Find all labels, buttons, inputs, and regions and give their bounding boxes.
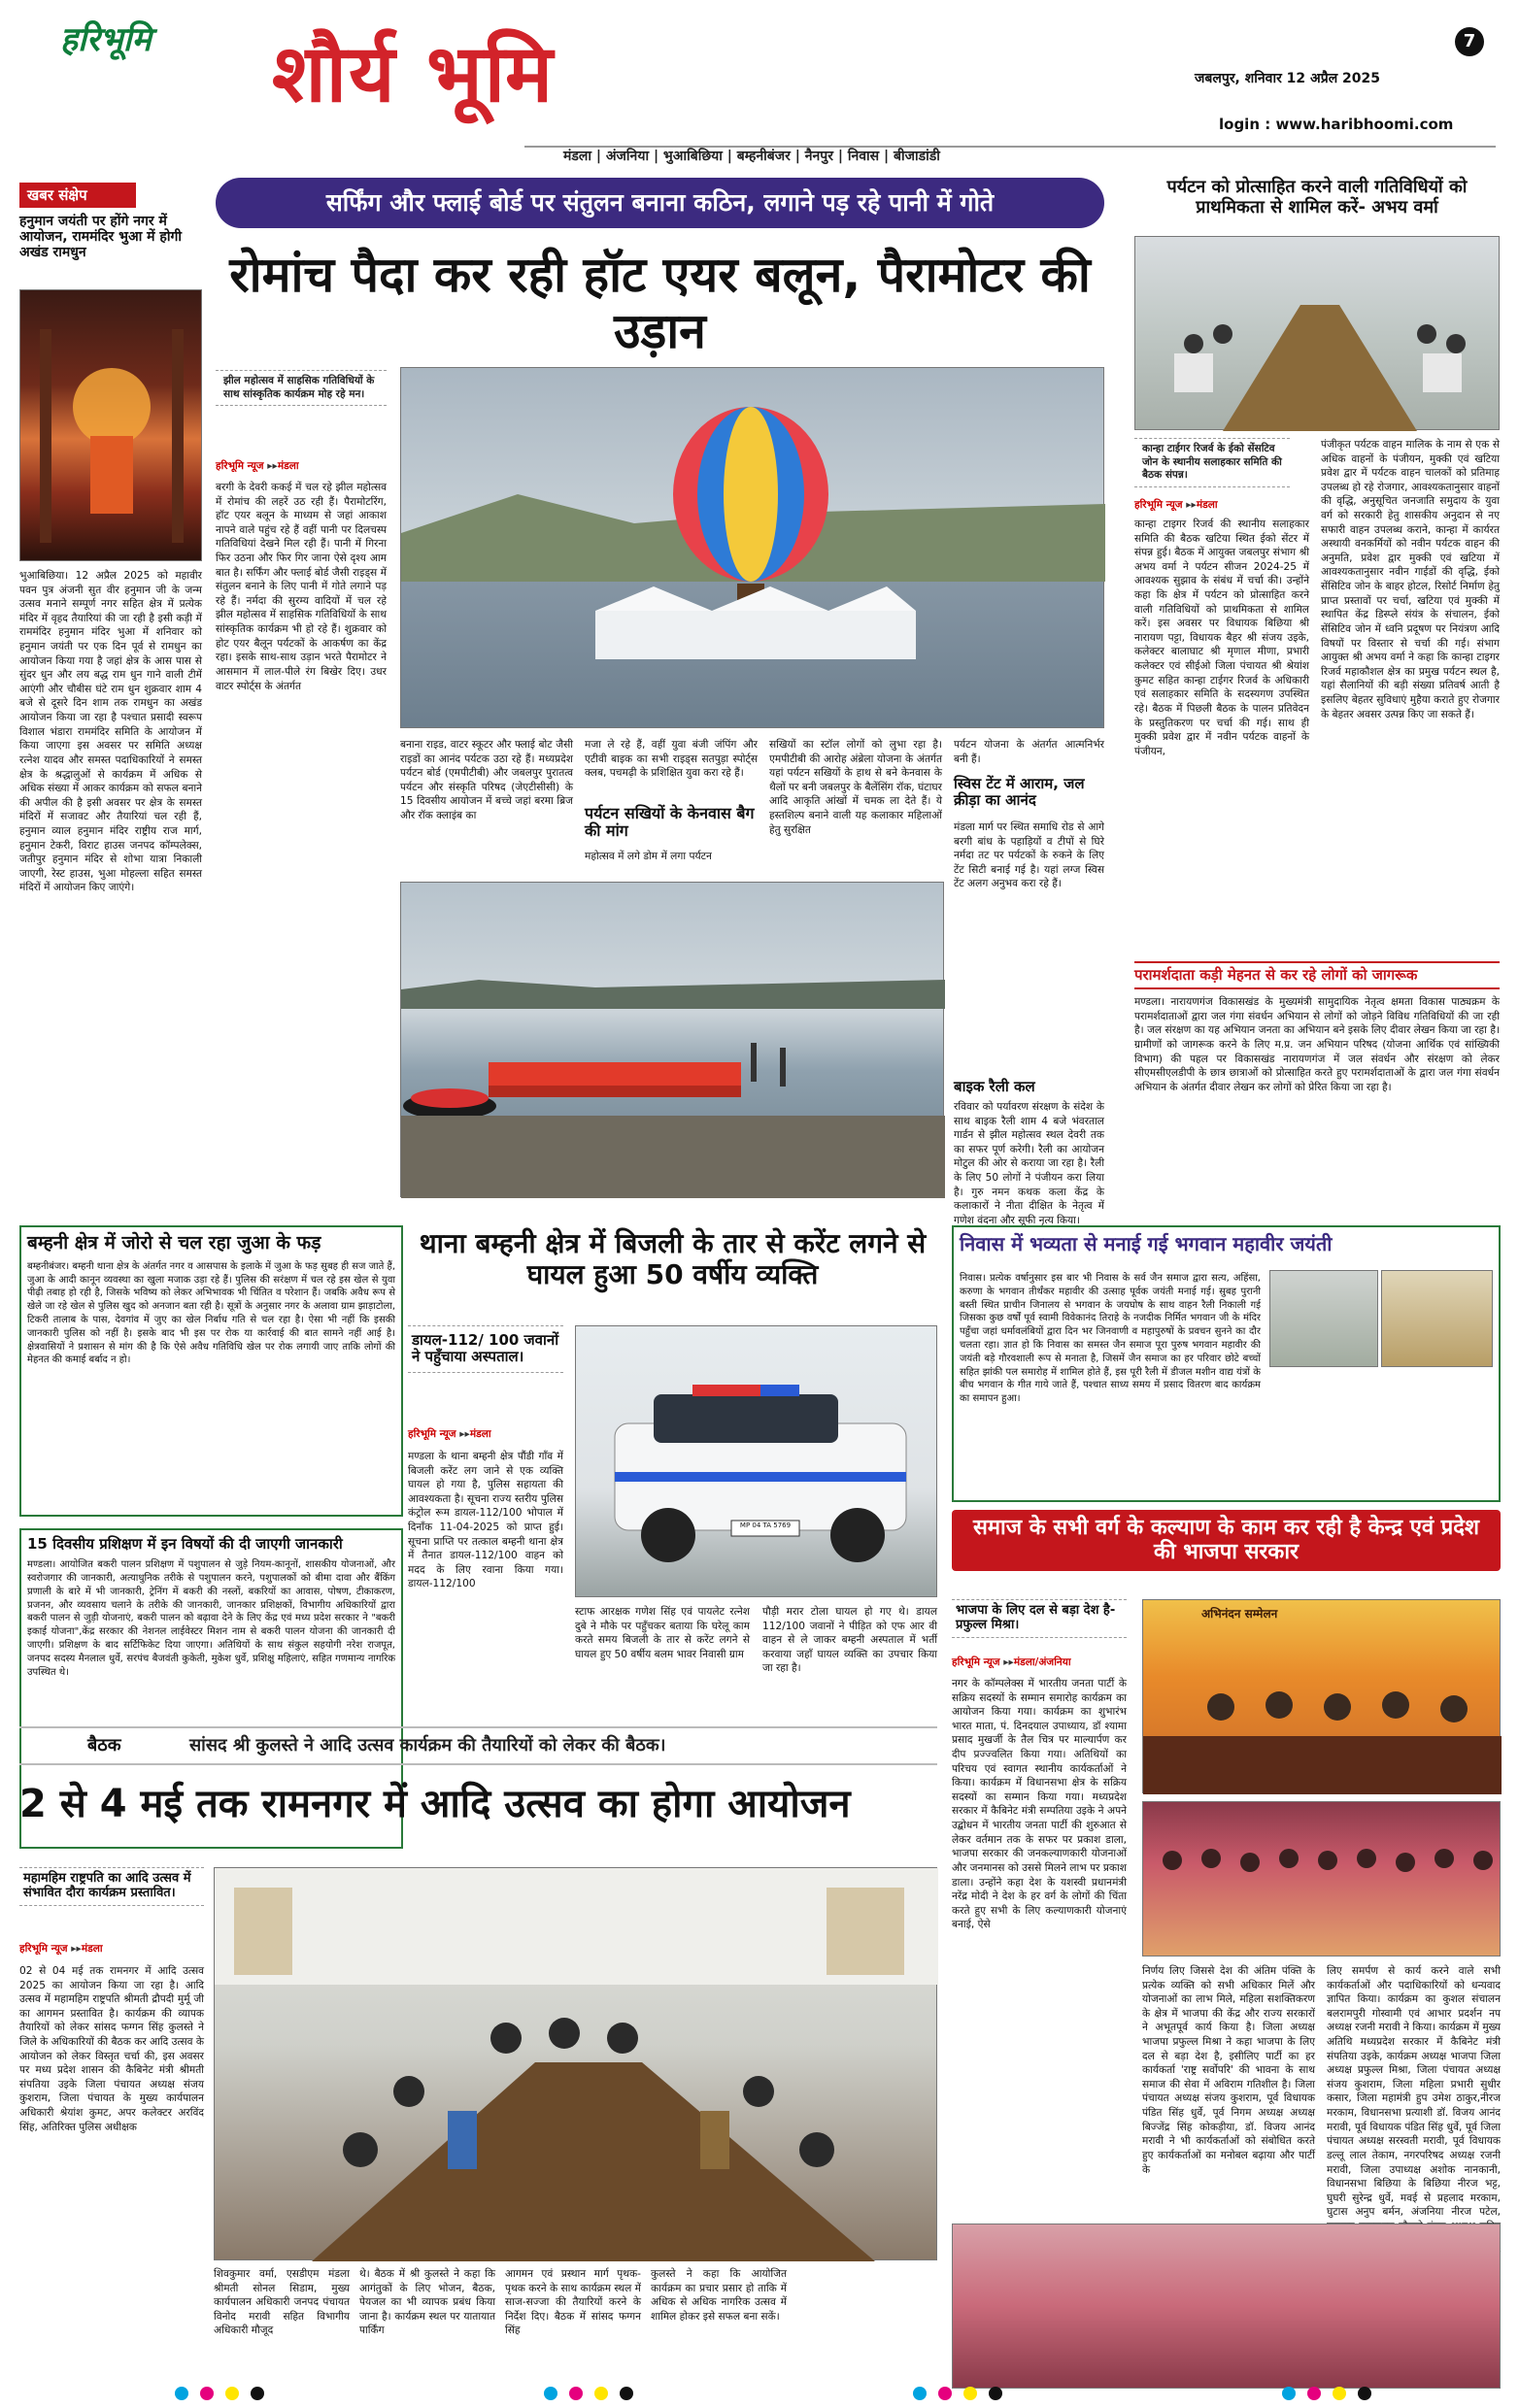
lead-col2: बनाना राइड, वाटर स्कूटर और फ्लाई बोट जैसी राइडों का आनंद पर्यटक उठा रहे हैं। मध्यप्रदेश पर्यटन बोर्ड (एमपीटीबी) और जबलपुर पुरातत्व पर्यटन और संस्कृति परिषद (जेएटीसीसी) के 15 दिवसीय आयोजन में बच्चे जहां बरमा ब्रिज और रॉक क्लाइंब का bbox=[400, 739, 573, 822]
byline-brand: हरिभूमि न्यूज bbox=[19, 1943, 68, 1955]
reg-dot bbox=[544, 2387, 557, 2400]
meeting-photo bbox=[1134, 236, 1500, 430]
bjp-highlight bbox=[952, 1599, 1127, 1638]
bjp-audience-photo bbox=[1142, 1801, 1501, 1956]
lead-col3: मजा ले रहे हैं, वहीं युवा बंजी जंपिंग और एटीवी बाइक का सभी राइड्स सतपुड़ा स्पोर्ट्स क्लब, पचमढ़ी के प्रशिक्षित युवा करा रहे हैं। bbox=[585, 739, 758, 780]
page-number: 7 bbox=[1455, 27, 1484, 56]
lead-col4: सखियों का स्टॉल लोगों को लुभा रहा है। एमपीटीबी की आरोह अंब्रेला योजना के अंतर्गत यहां पर्यटन सखियों के हाथ से बने केनवास के थैलों पर बनी जबलपुर के बैलेंसिंग रॉक, घंटाघर आदि आकृति आंखों में चमक ला देते हैं। ये हस्तशिल्प बनाने वाली यह कलाकार महिलाओं हेतु सुरक्षित bbox=[769, 739, 942, 836]
temple-idol-graphic bbox=[20, 290, 203, 562]
lead-col3b: महोत्सव में लगे डोम में लगा पर्यटन bbox=[585, 851, 712, 862]
electric-col1: मण्डला के थाना बम्हनी क्षेत्र पौंडी गाँव में बिजली करेंट लग जाने से एक व्यक्ति घायल हो गया है, पुलिस सहायता की आवश्यकता है। सूचना राज्य स्तरीय पुलिस कंट्रोल रूम डायल-112/100 भोपाल में दिनाँक 11-04-2025 को प्राप्त हुई। सूचना प्राप्ति पर तत्काल बम्हनी थाना क्षेत्र में तैनात डायल-112/100 वाहन को मदद के लिए रवाना किया गया। डायल-112/100 bbox=[408, 1451, 563, 1590]
lead-headline: रोमांच पैदा कर रही हॉट एयर बलून, पैरामोटर की उड़ान bbox=[229, 247, 1091, 359]
reg-dot bbox=[175, 2387, 188, 2400]
bjp-story bbox=[952, 1510, 1501, 2389]
bjp-crowd-photo bbox=[952, 2224, 1501, 2389]
baithak-text: सांसद श्री कुलस्ते ने आदि उत्सव कार्यक्रम की तैयारियों को लेकर की बैठक। bbox=[189, 1735, 666, 1756]
baithak-label: बैठक bbox=[87, 1735, 121, 1756]
bjp-stage-banner: अभिनंदन सम्मेलन bbox=[1201, 1607, 1278, 1621]
electric-highlight bbox=[408, 1325, 563, 1373]
adi-headline: 2 से 4 मई तक रामनगर में आदि उत्सव का होगा आयोजन bbox=[19, 1782, 851, 1826]
reg-dot bbox=[251, 2387, 264, 2400]
mahavir-box bbox=[952, 1225, 1501, 1502]
mahavir-body: निवास। प्रत्येक वर्षानुसार इस बार भी निवास के सर्व जैन समाज द्वारा सत्य, अहिंसा, करुणा के भगवान तीर्थंकर महावीर की उत्साह पूर्वक जयंती मनाई गई। सुबह पुरानी बस्ती स्थित प्राचीन जिनालय से भगवान के जयघोष के साथ वाहन रैली निकाली गई जिसका कुछ वर्षों पूर्व स्वामी विवेकानंद तिराहे के नजदीक निर्मित भगवान जी के मंदिर पहुँचा जहां धर्मावलंबियों द्वारा दिन भर जिनवाणी व महापुरुषों के प्रवचन सुनने का दौर चलता रहा। ज्ञात हो कि निवास का समस्त जैन समाज पूरा पुरुष भगवान महावीर की जयंती बड़े गौरवशाली रूप से मनाता है, जिसमें जैन समाज का हर परिवार छोटे बच्चों सहित झांकी पल समारोह में शामिल होते हैं, इस पूरी रैली में डीजल मशीन वाद्य यंत्रों के बीच भगवान के गीत गाये जाते हैं, पश्चात साध्य समय में प्रसाद वितरण बाद कार्यक्रम का समापन हुआ। bbox=[960, 1273, 1261, 1405]
balloon-graphic bbox=[401, 368, 1105, 729]
byline-place: मंडला bbox=[81, 1943, 103, 1955]
masthead bbox=[0, 0, 1519, 164]
byline-brand: हरिभूमि न्यूज bbox=[408, 1428, 456, 1440]
bjp-highlight-text: भाजपा के लिए दल से बड़ा देश है-प्रफुल्ल मिश्रा। bbox=[952, 1599, 1127, 1638]
bjp-stage-photo bbox=[1142, 1599, 1501, 1793]
reg-dot bbox=[620, 2387, 633, 2400]
adi-byline: हरिभूमि न्यूज ▸▸मंडला bbox=[19, 1943, 103, 1955]
reg-dot bbox=[200, 2387, 214, 2400]
tourism-headline: पर्यटन को प्रोत्साहित करने वाली गतिविधियों को प्राथमिकता से शामिल करें- अभय वर्मा bbox=[1166, 177, 1468, 217]
reg-dot bbox=[938, 2387, 952, 2400]
reg-dot bbox=[1358, 2387, 1371, 2400]
lead-highlight bbox=[216, 370, 387, 406]
bjp-headline: समाज के सभी वर्ग के कल्याण के काम कर रही है केन्द्र एवं प्रदेश की भाजपा सरकार bbox=[952, 1510, 1501, 1571]
byline-place: मंडला/अंजनिया bbox=[1013, 1656, 1071, 1668]
awareness-body: मण्डला। नारायणगंज विकासखंड के मुख्यमंत्री सामुदायिक नेतृत्व क्षमता विकास पाठ्यक्रम के परामर्शदाताओं द्वारा जल गंगा संवर्धन अभियान से लोगों को जोड़ने विविध गतिविधियों की जा रही है। जल संरक्षण का यह अभियान जनता का अभियान बने इसके लिए दीवार लेखन किया जा रहा है। ग्रामीणों को जागरूक करने के लिए म.प्र. जन अभियान परिषद (योजना आर्थिक एवं सांख्यिकी विभाग) की पहल पर विकासखंड नारायणगंज में जल संवर्धन और संरक्षण को लेकर सीएमसीएलडीपी के छात्र छात्राओं को प्रोत्साहित करते हुए परामर्शदाताओं के द्वारा जल गंगा संवर्धन अभियान के अंतर्गत दीवार लेखन कर लोगों को प्रेरित किया जा रहा है। bbox=[1134, 996, 1500, 1093]
training-headline: 15 दिवसीय प्रशिक्षण में इन विषयों की दी जाएगी जानकारी bbox=[27, 1535, 343, 1553]
jetski-graphic bbox=[401, 883, 945, 1198]
temple-photo bbox=[19, 289, 202, 561]
lead-col1: बरगी के देवरी ककई में चल रहे झील महोत्सव में रोमांच की लहरें उठ रही हैं। पैरामोटरिंग, हॉट एयर बलून के माध्यम से जहां आकाश नापने वाले पहुंच रहे हैं वहीं पानी पर दिलचस्प गतिविधियां देखने मिल रही हैं। पानी में गिरना फिर उठना और फिर गिर जाना ऐसे दृश्य आम बात है। सर्फिंग और फ्लाई बोर्ड जैसी राइड्स में संतुलन बनाने के लिए पानी में गोते लगाने पड़ रहे हैं। नर्मदा की सुरम्य वादियों में चल रहे झील महोत्सव में साहसिक गतिविधियों के साथ सांस्कृतिक कार्यक्रम भी हो रहे हैं। शुक्रवार को होट एयर बैलून पर्यटकों के आकर्षण का केंद्र रहा। इसके साथ-साथ उड़ान भरते पैरामोटर ने आसमान में लाल-पीले रंग बिखेर दिए। उधर वाटर स्पोर्ट्स के अंतर्गत bbox=[216, 482, 387, 692]
electric-headline: थाना बम्हनी क्षेत्र में बिजली के तार से करेंट लगने से घायल हुआ 50 वर्षीय व्यक्ति bbox=[419, 1227, 927, 1291]
brief-label: खबर संक्षेप bbox=[19, 183, 136, 208]
bjp-col1: नगर के कॉम्पलेक्स में भारतीय जनता पार्टी के सक्रिय सदस्यों के सम्मान समारोह कार्यक्रम का आयोजन किया गया। कार्यक्रम का शुभारंभ भारत माता, पं. दिनदयाल उपाध्याय, डॉ श्यामा प्रसाद मुखर्जी के तैल चित्र पर माल्यार्पण कर दीप प्रज्ज्वलित किया गया। अतिथियों का परिचय एवं स्वागत स्थानीय कार्यकर्ताओं ने किया। कार्यक्रम में विधानसभा क्षेत्र के सक्रिय सदस्यों का सम्मान किया गया। मध्यप्रदेश सरकार में कैबिनेट मंत्री सम्पतिया उइके ने अपने उद्बोधन में भारतीय जनता पार्टी की शुरुआत से लेकर वर्तमान तक के सफर पर प्रकाश डाला, भाजपा सरकार की जनकल्याणकारी योजनाओं और जनमानस को उससे मिलने लाभ पर प्रकाश डाला। उन्होंने कहा देश के यशस्वी प्रधानमंत्री नरेंद्र मोदी ने देश के हर वर्ग के लोगों की चिंता करते हुए सभी के लिए कल्याणकारी योजनाएं बनाई, ऐसे bbox=[952, 1678, 1127, 1931]
lead-sub2: स्विस टेंट में आराम, जल क्रीड़ा का आनंद bbox=[954, 775, 1085, 810]
byline-brand: हरिभूमि न्यूज bbox=[216, 460, 264, 472]
adi-story bbox=[19, 1782, 937, 2389]
adi-highlight-text: महामहिम राष्ट्रपति का आदि उत्सव में संभावित दौरा कार्यक्रम प्रस्तावित। bbox=[19, 1867, 204, 1906]
procession-photo-1 bbox=[1269, 1270, 1378, 1367]
lead-col5b: मंडला मार्ग पर स्थित समाधि रोड से आगे बरगी बांध के पहाड़ियों व टीपों से घिरे नर्मदा तट पर पर्यटकों के रुकने के लिए टेंट सिटी बनाई गई है। यहां लग्ज स्विस टेंट अलग अनुभव करा रहे हैं। bbox=[954, 821, 1104, 890]
tourism-caption-box bbox=[1134, 438, 1290, 487]
adi-col2: शिवकुमार वर्मा, एसडीएम मंडला श्रीमती सोनल सिडाम, मुख्य कार्यपालन अधिकारी जनपद पंचायत विनोद मरावी सहित विभागीय अधिकारी मौजूद bbox=[214, 2268, 350, 2337]
brief-column bbox=[19, 183, 204, 1154]
stage-people-graphic bbox=[1143, 1600, 1502, 1794]
gambling-body: बम्हनीबंजर। बम्हनी थाना क्षेत्र के अंतर्गत नगर व आसपास के इलाके में जुआ के फड़ सुबह ही सज जाते हैं, जुआ के आदी कानून व्यवस्था का खुला मजाक उड़ा रहे हैं। पुलिस की सरंक्षण में चल रहे इस खेल से युवा पीढ़ी तबाह हो रही है, जिसके भविष्य को लेकर अभिभावक भी चिंतित व परेशान हैं। जबकि अवैध रूप से खेले जा रहे खेल से पुलिस खुद को अनजान बता रही है। सूत्रों के अनुसार नगर के अलावा ग्राम झाड़ाटोला, टिकरी तालाब के पास, देवगांव में जुए का खेल निर्बाध गति से चल रहा है। ऐसा भी नहीं कि इसकी जानकारी पुलिस को नहीं है। इसके बाद भी इस पर रोक या कार्रवाई की बात सामने नहीं आई है। क्षेत्रवासियों ने प्रशासन से मांग की है कि ऐसे अवैध गतिविधि खेल पर रोक लगायी जाए ताकि लोगों की मेहनत की कमाई बर्बाद न हो। bbox=[27, 1260, 395, 1366]
adi-col5: कुलस्ते ने कहा कि आयोजित कार्यक्रम का प्रचार प्रसार हो ताकि में अधिक से अधिक नागरिक उत्सव में शामिल होकर इसे सफल बना सकें। bbox=[651, 2268, 787, 2323]
adi-col4: आगमन एवं प्रस्थान मार्ग पृथक-पृथक करने के साथ कार्यक्रम स्थल में साज-सज्जा की तैयारियों करने के निर्देश दिए। बैठक में सांसद फग्गन सिंह bbox=[505, 2268, 641, 2337]
hot-air-balloon-photo bbox=[400, 367, 1104, 728]
brief-body: भुआबिछिया। 12 अप्रैल 2025 को महावीर पवन पुत्र अंजनी सुत वीर हनुमान जी के जन्म उत्सव मनाने सम्पूर्ण नगर सहित क्षेत्र में प्रत्येक मंदिर में वृहद तैयारियां की जा रही है इसी कड़ी में राममंदिर हनुमान मंदिर भुआ में शनिवार को हनुमान जयंती पर एक दिन पूर्व से रामधुन का आयोजन किया गया है जहां क्षेत्र के आस पास से सुंदर धुन और लय बद्ध राम धुन गाने वाली टीमें आएंगी और चौबीस घंटे राम धुन शुक्रवार शाम 4 बजे से दूसरे दिन शाम तक रामधुन का अखंड आयोजन किया जा रहा है पश्चात प्रसादी स्वरूप विशाल भंडारा राममंदिर समिति के आयोजन में किया जाएगा इस अवसर पर समिति अध्यक्ष रत्नेश यादव और समस्त पदाधिकारियों ने समस्त क्षेत्र के श्रद्धालुओं से कार्यक्रम में अधिक से अधिक संख्या में आकर कार्यक्रम को सफल बनाने की अपील की है इसी अवसर पर क्षेत्र के समस्त मंदिरों में सजावट और तैयारियां चल रही हैं, हनुमान व्याल हनुमान मंदिर राष्ट्रीय राज मार्ग, हनुमान टेकरी, विराट हाउस जनपद कॉम्पलेक्स, जतीपुर हनुमान मंदिर से शोभा यात्रा निकाली जाएगी, रेस्ट हाउस, भुआ मोहल्ला सहित समस्त मंदिरों में आयोजन किए जाएंगे। bbox=[19, 570, 202, 894]
meeting-table-graphic bbox=[1135, 237, 1501, 431]
login-url[interactable]: login : www.haribhoomi.com bbox=[1219, 116, 1454, 133]
reg-dot bbox=[225, 2387, 239, 2400]
awareness-story bbox=[1134, 961, 1500, 1194]
police-vehicle-photo bbox=[575, 1325, 937, 1597]
bjp-byline: हरिभूमि न्यूज ▸▸मंडला/अंजनिया bbox=[952, 1656, 1071, 1668]
awareness-headline: परामर्शदाता कड़ी मेहनत से कर रहे लोगों को जागरूक bbox=[1134, 961, 1500, 989]
tourism-story bbox=[1134, 178, 1500, 964]
adi-col1: 02 से 04 मई तक रामनगर में आदि उत्सव 2025 का आयोजन किया जा रहा है। आदि उत्सव में महामहिम राष्ट्रपति श्रीमती द्रौपदी मुर्मू जी का आगमन प्रस्तावित है। कार्यक्रम की व्यापक तैयारियों को लेकर सांसद फग्गन सिंह कुलस्ते ने जिले के अधिकारियों की बैठक कर आदि उत्सव के आयोजन को लेकर विस्तृत चर्चा की, इस अवसर पर मध्य प्रदेश शासन की कैबिनेट मंत्री श्रीमती संपतिया उइके जिला पंचायत अध्यक्ष संजय कुशराम, जिला पंचायत के मुख्य कार्यपालन अधिकारी श्रेयांश कुमट, अपर कलेक्टर अरविंद सिंह, अतिरिक्त पुलिस अधीक्षक bbox=[19, 1965, 204, 2133]
adi-col3: थे। बैठक में श्री कुलस्ते ने कहा कि आगंतुकों के लिए भोजन, बैठक, पेयजल का भी व्यापक प्रबंध किया जाना है। कार्यक्रम स्थल पर यातायात पार्किंग bbox=[359, 2268, 495, 2337]
reg-dot bbox=[1307, 2387, 1321, 2400]
electric-col2: स्टाफ आरक्षक गणेश सिंह एवं पायलेट रत्नेश दुबे ने मौके पर पहुँचकर बताया कि घरेलू काम करते समय बिजली के तार से करेंट लगने से घायल हुए 50 वर्षीय बलम भावर निवासी ग्राम bbox=[575, 1606, 750, 1660]
byline-place: मंडला bbox=[469, 1428, 491, 1440]
reg-dot bbox=[594, 2387, 608, 2400]
lead-sub3: बाइक रैली कल bbox=[954, 1078, 1035, 1095]
electric-col3: पौड़ी मरार टोला घायल हो गए थे। डायल 112/100 जवानों ने पीड़ित को एफ आर वी वाहन से ले जाकर बम्हनी अस्पताल में भर्ती करवाया जहाँ घायल व्यक्ति का उपचार किया जा रहा है। bbox=[762, 1606, 937, 1675]
byline-brand: हरिभूमि न्यूज bbox=[952, 1656, 1000, 1668]
electric-byline: हरिभूमि न्यूज ▸▸मंडला bbox=[408, 1428, 491, 1440]
audience-graphic bbox=[1143, 1802, 1502, 1957]
mahavir-headline: निवास में भव्यता से मनाई गई भगवान महावीर जयंती bbox=[960, 1232, 1333, 1255]
bjp-col2: निर्णय लिए जिससे देश की अंतिम पंक्ति के प्रत्येक व्यक्ति को सभी अधिकार मिलें और योजनाओं का लाभ मिले, महिला सशक्तिकरण के क्षेत्र में भाजपा की केंद्र और राज्य सरकारों ने अभूतपूर्व कार्य किया है। जिला अध्यक्ष भाजपा प्रफुल्ल मिश्रा ने कहा भाजपा के लिए दल से बड़ा देश है, इसीलिए पार्टी का हर कार्यकर्ता 'राष्ट्र सर्वोपरि' की भावना के साथ समाज की सेवा में अविराम गतिशील है। जिला पंचायत अध्यक्ष संजय कुशराम, पूर्व विधायक पंडित सिंह धुर्वे, पूर्व निगम अध्यक्ष अध्यक्ष बिज्जेंद्र सिंह कोकड़ीया, डॉ. विजय आनंद मरावी ने भी कार्यकर्ताओं को संबोधित करते हुए कार्यकर्ताओं का मनोबल बढ़ाया और पार्टी के bbox=[1142, 1965, 1315, 2176]
lead-col5c: रविवार को पर्यावरण संरक्षण के संदेश के साथ बाइक रैली शाम 4 बजे भंवरताल गार्डन से झील महोत्सव स्थल देवरी तक का सफर पूर्ण करेगी। रैली का आयोजन मोटुल की ओर से कराया जा रहा है। रैली के लिए 50 लोगों ने पंजीयन करा लिया है। गुरु नमन कथक कला केंद्र के कलाकारों ने नीता दीक्षित के नेतृत्व में गणेश वंदना और सूफी नृत्य किया। bbox=[954, 1101, 1104, 1226]
lead-highlight-text: झील महोत्सव में साहसिक गतिविधियों के साथ सांस्कृतिक कार्यक्रम मोह रहे मन। bbox=[216, 370, 387, 406]
date-line: जबलपुर, शनिवार 12 अप्रैल 2025 bbox=[1195, 71, 1381, 86]
water-sports-photo bbox=[400, 882, 944, 1197]
police-suv-graphic bbox=[576, 1326, 938, 1598]
procession-photo-2 bbox=[1381, 1270, 1493, 1367]
lead-col5a: पर्यटन योजना के अंतर्गत आत्मनिर्भर बनी हैं। bbox=[954, 739, 1104, 765]
tourism-byline: हरिभूमि न्यूज ▸▸मंडला bbox=[1134, 499, 1218, 511]
brand-logo: हरिभूमि bbox=[60, 20, 152, 59]
tourism-col1: कान्हा टाइगर रिजर्व की स्थानीय सलाहकार समिति की बैठक खटिया स्थित ईको सेंटर में संपन्न हुई। बैठक में आयुक्त जबलपुर संभाग श्री अभय वर्मा ने पर्यटन सीजन 2024-25 में आवश्यक सुझाव के संबंध में चर्चा की। उन्होंने कहा कि क्षेत्र में पर्यटन को प्रोत्साहित करने वाली गतिविधियों को प्राथमिकता से शामिल करें। इस अवसर पर विधायक बिछिया श्री नारायण पट्टा, विधायक बैहर श्री संजय उइके, कलेक्टर बालाघाट श्री मृणाल मीणा, प्रभारी कलेक्टर एवं सीईओ जिला पंचायत श्री श्रेयांश कुमट सहित कान्हा टाईगर रिजर्व के अधिकारी एवं सलाहकार समिति के सदस्यगण उपस्थित रहे। बैठक में पिछली बैठक के पालन प्रतिवेदन के प्रस्तुतिकरण पर चर्चा की गई। साथ ही मुक्की प्रवेश द्वार में नवीन पर्यटक वाहनों के पंजीयन, bbox=[1134, 518, 1309, 757]
reg-dot bbox=[1282, 2387, 1296, 2400]
reg-dot bbox=[989, 2387, 1002, 2400]
adi-highlight bbox=[19, 1867, 204, 1906]
section-title: शौर्य भूमि bbox=[272, 28, 556, 120]
registration-marks bbox=[0, 2379, 1519, 2408]
bjp-col3: लिए समर्पण से कार्य करने वाले सभी कार्यकर्ताओं और पदाधिकारियों को धन्यवाद ज्ञापित किया। कार्यक्रम का कुशल संचालन बलरामपुरी गोस्वामी एवं आभार प्रदर्शन नप अध्यक्ष रजनी मरावी ने किया। कार्यक्रम में मुख्य अतिथि मध्यप्रदेश सरकार में कैबिनेट मंत्री संपतिया उइके, कार्यक्रम अध्यक्ष भाजपा जिला अध्यक्ष प्रफुल्ल मिश्रा, जिला पंचायत अध्यक्ष संजय कुशराम, जिला महिला प्रभारी सुधीर कसार, जिला महामंत्री हुप उमेश ठाकुर,नीरज मरकाम, विधानसभा प्रत्याशी डॉ. विजय आनंद मरावी, पूर्व विधायक पंडित सिंह धुर्वे, पूर्व जिला पंचायत अध्यक्ष सरस्वती मरावी, पूर्व विधायक डल्लू लाल तेकाम, नगरपरिषद अध्यक्ष रजनी मरावी, जिला उपाध्यक्ष अशोक नानकानी, विधानसभा बिछिया के बिछिया नीरज भट्ट, घुघरी सुरेन्द्र धुर्वे, मवई से प्रहलाद मरकाम, घुटास अनुप बर्मन, अंजनिया नीरज पटेल, bbox=[1327, 1965, 1501, 2219]
tourism-caption: कान्हा टाईगर रिजर्व के ईको सेंसटिव जोन के स्थानीय सलाहकार समिति की बैठक संपन्न। bbox=[1134, 438, 1290, 487]
lead-story bbox=[216, 178, 1109, 1226]
reg-dot bbox=[569, 2387, 583, 2400]
training-body: मण्डला। आयोजित बकरी पालन प्रशिक्षण में पशुपालन से जुड़े नियम-कानूनों, शासकीय योजनाओं, और स्वरोजगार की जानकारी, अत्याधुनिक तरीके से पशुपालन करने, पशुपालकों को बीमा दावा और बैंकिंग प्रणाली के बारे में भी जानकारी, ट्रेनिंग में बकरी की नस्लों, बकरियों का आवास, पोषण, टीकाकरण, प्रजनन, और व्यवसाय चलाने के तरीके की जानकारी, जानकार प्रशिक्षकों, विभागीय अधिकारियों द्वारा बकरी पालन से जुड़ी योजनाएं, बकरी पालन को बढ़ावा देने के लिए केंद्र एवं मध्य प्रदेश सरकार ने "बकरी इकाई योजना",केंद्र सरकार की नेशनल लाईवेस्टर मिशन नाम से बकरी पालन योजना की जानकारी दी जाएगी। प्रशिक्षण के बाद सर्टिफिकेट दिया जाएगा। अतिथियों के साथ संकुल सहयोगी नरेश राजपूत, जनपद सदस्य मैनलाल धुर्वे, सरपंच बैजवंती कुकेती, मुकेश धुर्वे, प्रशिक्षु महिलाएं, सहित गणमान्य नागरिक उपस्थित थे। bbox=[27, 1559, 395, 1678]
brief-headline: हनुमान जयंती पर होंगे नगर में आयोजन, राममंदिर भुआ में होगी अखंड रामधुन bbox=[19, 214, 182, 261]
lead-banner: सर्फिंग और फ्लाई बोर्ड पर संतुलन बनाना कठिन, लगाने पड़ रहे पानी में गोते bbox=[216, 178, 1104, 228]
adi-meeting-graphic bbox=[215, 1868, 938, 2261]
mahavir-body-cont bbox=[1269, 1373, 1493, 1494]
reg-dot bbox=[913, 2387, 927, 2400]
reg-dot bbox=[1333, 2387, 1346, 2400]
byline-place: मंडला bbox=[277, 460, 299, 472]
lead-sub1: पर्यटन सखियों के केनवास बैग की मांग bbox=[585, 804, 755, 841]
byline-brand: हरिभूमि न्यूज bbox=[1134, 499, 1183, 511]
electric-highlight-text: डायल-112/ 100 जवानों ने पहुँचाया अस्पताल। bbox=[408, 1325, 563, 1373]
license-plate: MP 04 TA 5769 bbox=[739, 1522, 792, 1529]
tourism-col2: पंजीकृत पर्यटक वाहन मालिक के नाम से एक से अधिक वाहनों के पंजीयन, मुक्की एवं खटिया प्रवेश द्वार में पर्यटक वाहन चालकों को प्रतिमाह उपलब्ध हो रहे रोजगार, आवश्यकतानुसार वाहनों की वृद्धि, अनुसूचित जनजाति समुदाय के युवा वर्ग को सरकारी हेतु शासकीय अनुदान से नए सफारी वाहन उपलब्ध कराने, कान्हा में कार्यरत अस्थायी वनकर्मियों को नवीन पर्यटक वाहन की अनुमति, प्रवेश द्वार मुक्की एवं खटिया में आवश्यकतानुसार नवीन गाईडों की वृद्धि, ईको सेंसिटिव जोन के बाहर होटल, रिसोर्ट निर्माण हेतु प्राप्त प्रस्तावों पर चर्चा, खटिया एवं मुक्की में स्थापित केंद्र डिस्प्ले संयंत्र के संचालन, ईको सेंसिटिव जोन में ध्वनि प्रदूषण पर नियंत्रण आदि विषयों पर विस्तार से चर्चा की गई। संभाग आयुक्त श्री अभय वर्मा ने कहा कि कान्हा टाइगर रिजर्व महाकौशल क्षेत्र का प्रमुख पर्यटन स्थल है, यहां सैलानियों की बड़ी संख्या प्रतिवर्ष आती है इसलिए बेहतर सुविधाएं मुहैया कराते हुए रोजगार के बेहतर अवसर उत्पन्न किए जा सकते हैं। bbox=[1321, 439, 1500, 720]
baithak-strip bbox=[19, 1726, 937, 1765]
byline-place: मंडला bbox=[1196, 499, 1218, 511]
adi-meeting-photo bbox=[214, 1867, 937, 2260]
gambling-box bbox=[19, 1225, 403, 1517]
lead-byline: हरिभूमि न्यूज ▸▸मंडला bbox=[216, 460, 299, 472]
reg-dot bbox=[963, 2387, 977, 2400]
gambling-headline: बम्हनी क्षेत्र में जोरो से चल रहा जुआ के फड़ bbox=[27, 1232, 321, 1254]
region-bar: मंडला | अंजनिया | भुआबिछिया | बम्हनीबंजर | नैनपुर | निवास | बीजाडांडी bbox=[563, 149, 940, 164]
